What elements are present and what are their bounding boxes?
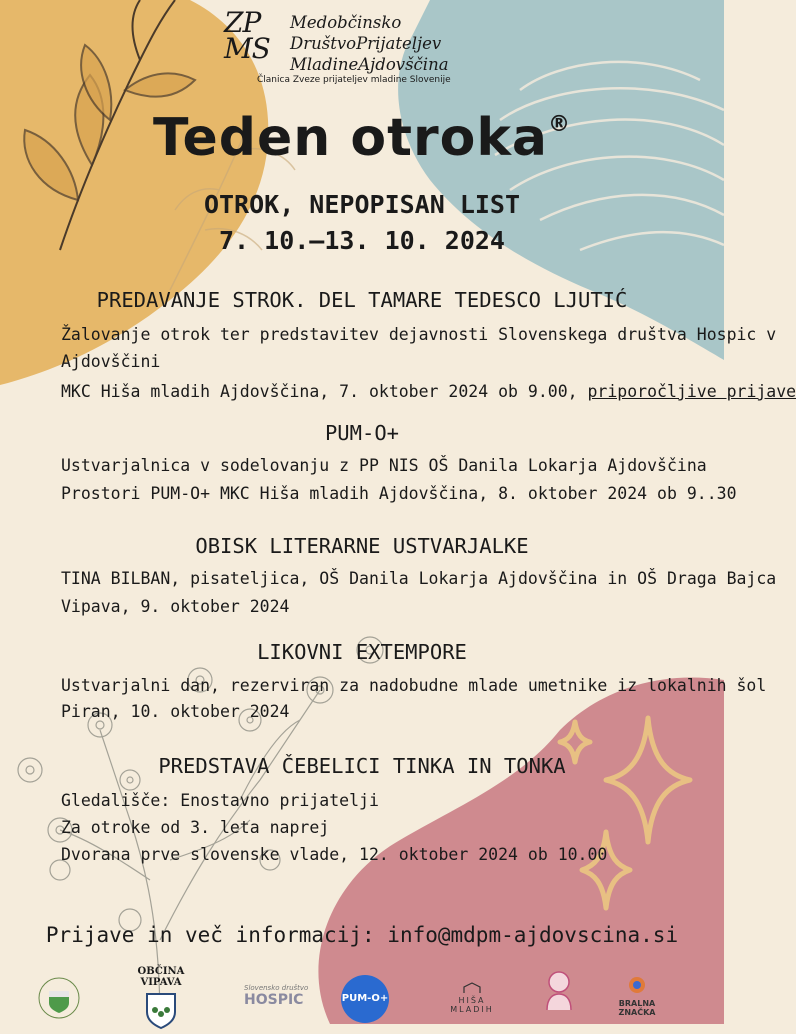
- house-icon: [462, 982, 482, 994]
- event-line: Vipava, 9. oktober 2024: [61, 597, 289, 616]
- pumo-logo: PUM-O+: [341, 975, 389, 1023]
- event-heading: PREDAVANJE STROK. DEL TAMARE TEDESCO LJUTIĆ: [0, 288, 724, 312]
- footer-contact: [0, 923, 724, 947]
- event-heading: PUM-O+: [0, 421, 724, 445]
- footer-text: Prijave in več informacij:: [46, 923, 375, 947]
- page-title: [0, 108, 724, 168]
- event-line: Ustvarjalnica v sodelovanju z PP NIS OŠ Danila Lokarja Ajdovščina: [61, 456, 707, 475]
- hospic-logo: [244, 984, 316, 1016]
- registration-link[interactable]: priporočljive prijave: [588, 382, 796, 401]
- event-heading: LIKOVNI EXTEMPORE: [0, 640, 724, 664]
- hisa-mladih-logo: [440, 982, 504, 1022]
- event-line: Piran, 10. oktober 2024: [61, 702, 289, 721]
- event-heading: PREDSTAVA ČEBELICI TINKA IN TONKA: [0, 754, 724, 778]
- org-name-line3: MladineAjdovščina: [290, 54, 449, 75]
- hospic-small-label: Slovensko društvo: [244, 984, 316, 992]
- bralna-label: BRALNA ZNAČKA: [600, 999, 674, 1017]
- org-logo: [224, 8, 484, 98]
- registered-mark: ®: [548, 112, 571, 137]
- event-line: Ajdovščini: [61, 352, 160, 371]
- event-line: Ustvarjalni dan, rezerviran za nadobudne mlade umetnike iz lokalnih šol: [61, 676, 766, 695]
- ajdovscina-logo: [36, 975, 82, 1021]
- org-subtitle: Članica Zveze prijateljev mladine Slovenije: [257, 75, 451, 85]
- org-mark: ZP MS: [224, 10, 286, 62]
- email-link[interactable]: info@mdpm-ajdovscina.si: [387, 923, 678, 947]
- org-name-line2: DruštvoPrijateljev: [290, 33, 449, 54]
- shield-icon: [141, 990, 181, 1030]
- vipava-label: OBČINA VIPAVA: [118, 966, 204, 988]
- page-subtitle: OTROK, NEPOPISAN LIST: [0, 190, 724, 219]
- org-name-line1: Medobčinsko: [290, 12, 449, 33]
- child-illustration-logo: [539, 968, 579, 1012]
- org-name: [290, 12, 449, 75]
- crest-icon: [36, 975, 82, 1021]
- event-dates: 7. 10.–13. 10. 2024: [0, 226, 724, 255]
- event-line: TINA BILBAN, pisateljica, OŠ Danila Lokarja Ajdovščina in OŠ Draga Bajca: [61, 569, 776, 588]
- event-line: Gledališče: Enostavno prijatelji: [61, 791, 379, 810]
- child-icon: [539, 968, 579, 1012]
- hisa-label-1: HIŠA: [440, 996, 504, 1005]
- event-location: MKC Hiša mladih Ajdovščina, 7. oktober 2024 ob 9.00,: [61, 382, 578, 401]
- event-line: Žalovanje otrok ter predstavitev dejavnosti Slovenskega društva Hospic v: [61, 325, 776, 344]
- badge-icon: [627, 975, 647, 995]
- vipava-logo: [118, 966, 204, 1022]
- event-heading: OBISK LITERARNE USTVARJALKE: [0, 534, 724, 558]
- event-line: [61, 382, 796, 401]
- title-text: Teden otroka: [153, 108, 548, 168]
- event-line: Za otroke od 3. leta naprej: [61, 818, 329, 837]
- bralna-znacka-logo: [600, 975, 674, 1021]
- event-line: Prostori PUM-O+ MKC Hiša mladih Ajdovščina, 8. oktober 2024 ob 9..30: [61, 484, 737, 503]
- hospic-label: HOSPIC: [244, 992, 316, 1008]
- event-line: Dvorana prve slovenske vlade, 12. oktober 2024 ob 10.00: [61, 845, 607, 864]
- hisa-label-2: MLADIH: [440, 1005, 504, 1014]
